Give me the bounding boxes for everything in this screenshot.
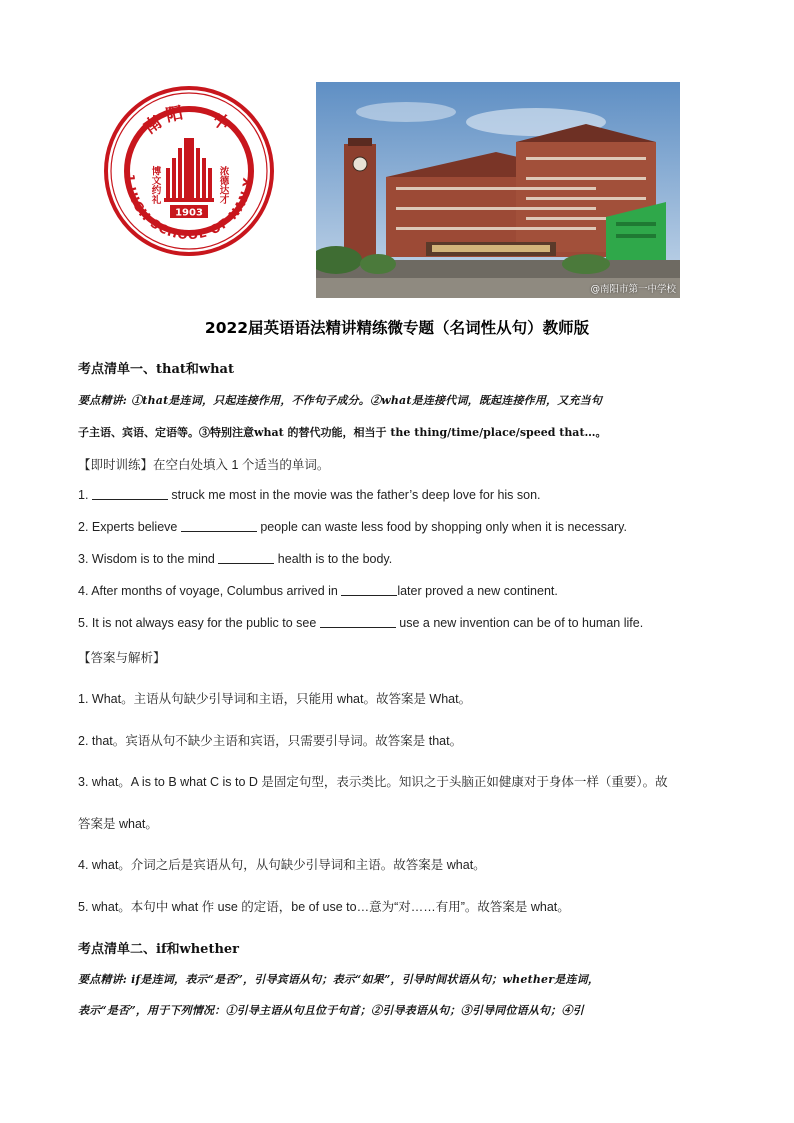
answer-blank [341, 583, 397, 596]
section1-key-points-line2: 子主语、宾语、定语等。③特别注意what 的替代功能，相当于 the thing/time/place/speed that…。 [78, 426, 607, 439]
section2-key-points-line1: 要点精讲: if是连词，表示“是否”，引导宾语从句；表示“如果”，引导时间状语从句；whether是连词， [78, 973, 600, 986]
svg-text:NO.1 HIGH SCHOOL OF NAN YANG: 1 HIGH SCHOOL OF NAN Y [122, 173, 256, 243]
school-building-photo [316, 82, 680, 298]
section1-heading: 考点清单一、that和what [78, 362, 234, 377]
answer-2: 2. that。宾语从句不缺少主语和宾语，只需要引导词。故答案是 that。 [78, 734, 463, 748]
answer-5: 5. what。本句中 what 作 use 的定语，be of use to…意为“对……有用”。故答案是 what。 [78, 900, 570, 914]
answer-blank [320, 615, 396, 628]
answer-blank [181, 519, 257, 532]
answer-blank [92, 487, 168, 500]
document-title: 2022届英语语法精讲精练微专题（名词性从句）教师版 [204, 319, 590, 337]
question-4: 4. After months of voyage, Columbus arrived in later proved a new continent. [78, 584, 558, 598]
section2-key-points-line2: 表示“是否”，用于下列情况：①引导主语从句且位于句首；②引导表语从句；③引导同位语从句；④引 [78, 1004, 584, 1017]
section2-heading: 考点清单二、if和whether [78, 942, 240, 957]
answer-heading: 【答案与解析】 [78, 651, 166, 665]
answer-3: 3. what。A is to B what C is to D 是固定句型，表示类比。知识之于头脑正如健康对于身体一样（重要）。故 [78, 775, 668, 789]
practice-heading: 【即时训练】在空白处填入 1 个适当的单词。 [78, 458, 330, 472]
question-1: 1. struck me most in the movie was the father’s deep love for his son. [78, 488, 541, 502]
svg-text:1903: 1903 [175, 207, 203, 219]
answer-4: 4. what。介词之后是宾语从句，从句缺少引导词和主语。故答案是 what。 [78, 858, 486, 872]
svg-text:博文约礼: 博文约礼 [149, 166, 161, 204]
question-3: 3. Wisdom is to the mind health is to the body. [78, 552, 393, 566]
answer-3-continued: 答案是 what。 [78, 817, 158, 831]
svg-text:浓德达才: 浓德达才 [217, 166, 229, 204]
photo-watermark: @南阳市第一中学校 [590, 284, 676, 295]
question-2: 2. Experts believe people can waste less food by shopping only when it is necessary. [78, 520, 627, 534]
svg-text:南阳一中: 南阳一中 [140, 102, 238, 139]
question-5: 5. It is not always easy for the public to see use a new invention can be of to human life. [78, 616, 644, 630]
answer-blank [218, 551, 274, 564]
section1-key-points-line1: 要点精讲: ①that是连词，只起连接作用，不作句子成分。②what是连接代词，既起连接作用，又充当句 [78, 394, 603, 407]
answer-1: 1. What。主语从句缺少引导词和主语，只能用 what。故答案是 What。 [78, 692, 472, 706]
school-seal-logo [104, 86, 274, 256]
